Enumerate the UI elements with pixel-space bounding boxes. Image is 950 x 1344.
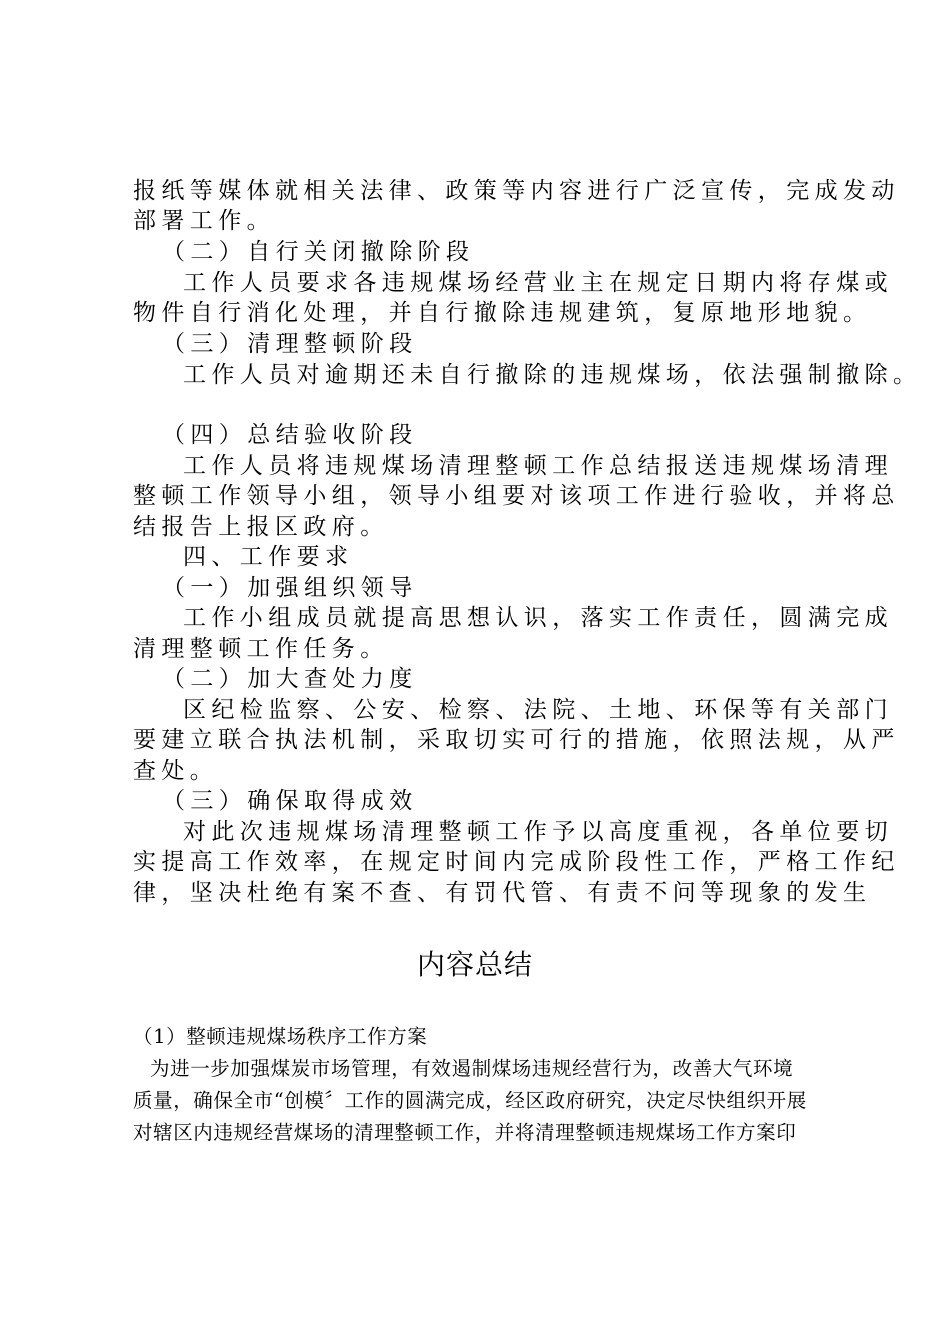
- body-line: 要建立联合执法机制，采取切实可行的措施，依照法规，从严: [133, 727, 900, 753]
- body-line: 清理整顿工作任务。: [133, 636, 389, 662]
- section-heading: （二）加大查处力度: [162, 666, 418, 692]
- body-line: 报纸等媒体就相关法律、政策等内容进行广泛宣传，完成发动: [133, 178, 900, 204]
- section-heading: （二）自行关闭撤除阶段: [162, 239, 475, 265]
- summary-line: 质量，确保全市“创模〞工作的圆满完成，经区政府研究，决定尽快组织开展: [133, 1089, 807, 1112]
- body-line: 结报告上报区政府。: [133, 514, 389, 540]
- body-line: 区纪检监察、公安、检察、法院、土地、环保等有关部门: [183, 697, 893, 723]
- section-heading: （一）加强组织领导: [162, 575, 418, 601]
- body-line: 查处。: [133, 758, 219, 784]
- body-line: 对此次违规煤场清理整顿工作予以高度重视，各单位要切: [183, 819, 893, 845]
- body-line: 律，坚决杜绝有案不查、有罚代管、有责不问等现象的发生: [133, 880, 872, 906]
- summary-line: 为进一步加强煤炭市场管理，有效遏制煤场违规经营行为，改善大气环境: [150, 1057, 794, 1080]
- body-line: 物件自行消化处理，并自行撤除违规建筑，复原地形地貌。: [133, 300, 872, 326]
- section-heading: （三）清理整顿阶段: [162, 331, 418, 357]
- section-heading: （四）总结验收阶段: [162, 422, 418, 448]
- summary-line: 对辖区内违规经营煤场的清理整顿工作，并将清理整顿违规煤场工作方案印: [133, 1121, 797, 1144]
- body-line: 工作人员将违规煤场清理整顿工作总结报送违规煤场清理: [183, 453, 893, 479]
- body-line: 工作人员要求各违规煤场经营业主在规定日期内将存煤或: [183, 270, 893, 296]
- summary-line: （1）整顿违规煤场秩序工作方案: [133, 1025, 428, 1048]
- body-line: 工作人员对逾期还未自行撤除的违规煤场，依法强制撤除。: [183, 362, 922, 388]
- body-line: 整顿工作领导小组，领导小组要对该项工作进行验收，并将总: [133, 483, 900, 509]
- body-line: 部署工作。: [133, 208, 275, 234]
- section-heading: 四、工作要求: [183, 544, 354, 570]
- section-heading: （三）确保取得成效: [162, 788, 418, 814]
- body-line: 实提高工作效率，在规定时间内完成阶段性工作，严格工作纪: [133, 849, 900, 875]
- summary-title: 内容总结: [416, 948, 533, 981]
- body-line: 工作小组成员就提高思想认识，落实工作责任，圆满完成: [183, 605, 893, 631]
